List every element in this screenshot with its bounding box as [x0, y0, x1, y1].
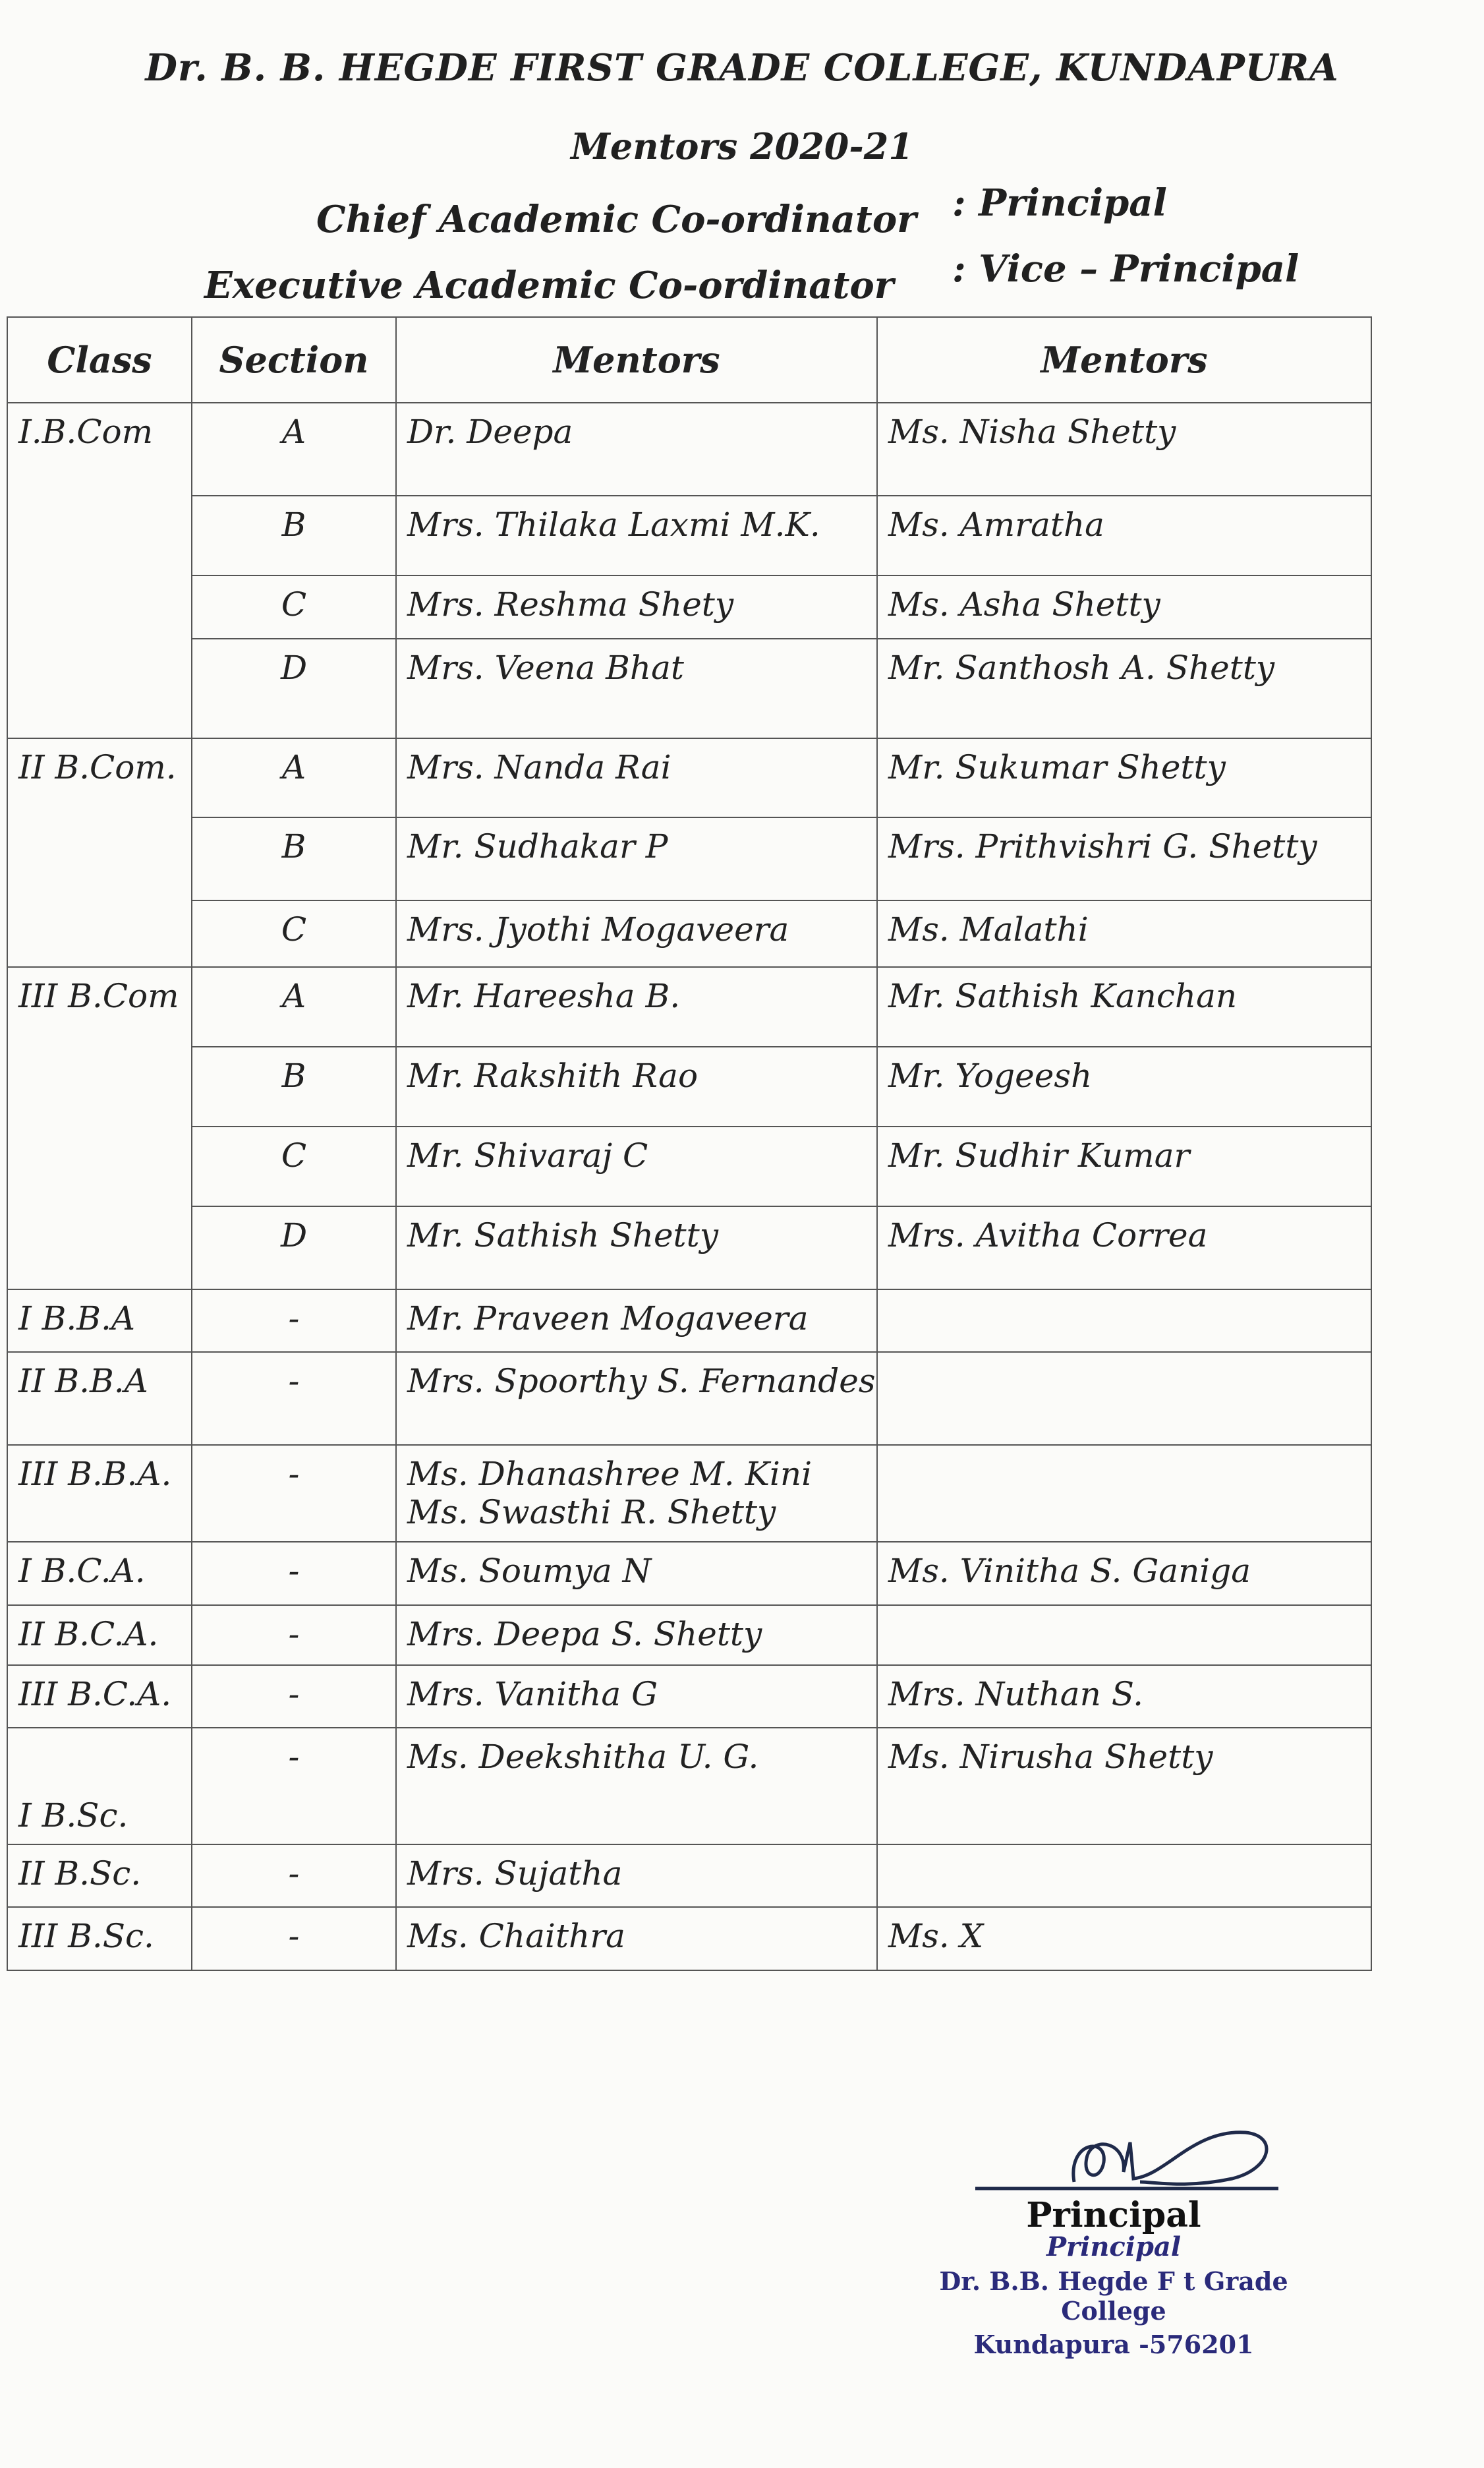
mentor-cell: [877, 1445, 1371, 1542]
section-cell: -: [192, 1728, 396, 1844]
table-row: [7, 1289, 1371, 1353]
header-mentors-1: Mentors: [396, 317, 877, 403]
table-row: [7, 817, 1371, 900]
college-title: Dr. B. B. HEGDE FIRST GRADE COLLEGE, KUNDAPURA: [145, 46, 1339, 90]
table-row: [7, 1352, 1371, 1445]
section-cell: -: [192, 1445, 396, 1542]
mentor-cell: Mrs. Veena Bhat: [396, 639, 877, 738]
section-cell: -: [192, 1665, 396, 1728]
table-row: [7, 900, 1371, 967]
header-class: Class: [7, 317, 192, 403]
principal-seal: [883, 2195, 1344, 2359]
table-row: [7, 1542, 1371, 1605]
table-row: [7, 967, 1371, 1047]
mentor-cell: Ms. Deekshitha U. G.: [396, 1728, 877, 1844]
section-cell: A: [192, 738, 396, 818]
mentors-table: [7, 316, 1372, 1971]
mentor-cell: Ms. Nirusha Shetty: [877, 1728, 1371, 1844]
table-row: [7, 403, 1371, 496]
class-cell: II B.Com.: [7, 738, 192, 967]
class-cell: II B.Sc.: [7, 1844, 192, 1908]
section-cell: -: [192, 1542, 396, 1605]
table-row: [7, 1127, 1371, 1206]
mentor-cell: [877, 1844, 1371, 1908]
mentor-cell: Mrs. Prithvishri G. Shetty: [877, 817, 1371, 900]
section-cell: -: [192, 1844, 396, 1908]
mentor-cell: Mr. Shivaraj C: [396, 1127, 877, 1206]
principal-title: Principal: [1026, 2195, 1201, 2235]
document-subtitle: Mentors 2020-21: [571, 125, 913, 167]
table-row: [7, 1206, 1371, 1289]
mentor-cell: Mr. Rakshith Rao: [396, 1047, 877, 1127]
section-cell: C: [192, 575, 396, 639]
table-row: [7, 738, 1371, 818]
mentor-cell: Mr. Hareesha B.: [396, 967, 877, 1047]
stamp-title: Principal: [1046, 2231, 1182, 2262]
class-cell: I B.Sc.: [7, 1728, 192, 1844]
table-row: [7, 496, 1371, 575]
mentor-cell: Mr. Sathish Shetty: [396, 1206, 877, 1289]
mentor-cell: Ms. Asha Shetty: [877, 575, 1371, 639]
class-cell: I B.C.A.: [7, 1542, 192, 1605]
section-cell: -: [192, 1352, 396, 1445]
mentor-cell: Mrs. Vanitha G: [396, 1665, 877, 1728]
class-cell: III B.Com: [7, 967, 192, 1289]
class-cell: III B.B.A.: [7, 1445, 192, 1542]
executive-coordinator-value: : Vice – Principal: [952, 247, 1299, 291]
mentor-cell: Ms. Malathi: [877, 900, 1371, 967]
mentor-cell: Mr. Yogeesh: [877, 1047, 1371, 1127]
table-header-row: [7, 317, 1371, 403]
chief-coordinator-label: Chief Academic Co-ordinator: [316, 198, 917, 241]
class-cell: II B.B.A: [7, 1352, 192, 1445]
mentor-cell: [877, 1289, 1371, 1353]
table-row: [7, 639, 1371, 738]
mentor-cell: Mr. Praveen Mogaveera: [396, 1289, 877, 1353]
table-row: [7, 1445, 1371, 1542]
section-cell: B: [192, 817, 396, 900]
mentor-cell: Ms. Amratha: [877, 496, 1371, 575]
stamp-place: Kundapura -576201: [973, 2330, 1254, 2359]
table-row: [7, 1047, 1371, 1127]
section-cell: D: [192, 1206, 396, 1289]
mentor-cell: Mr. Sathish Kanchan: [877, 967, 1371, 1047]
section-cell: B: [192, 1047, 396, 1127]
mentor-cell: Mrs. Deepa S. Shetty: [396, 1605, 877, 1665]
table-row: [7, 1907, 1371, 1970]
mentor-cell: Mr. Sukumar Shetty: [877, 738, 1371, 818]
section-cell: D: [192, 639, 396, 738]
mentor-cell: [877, 1605, 1371, 1665]
mentor-cell: [396, 1445, 877, 1542]
mentor-cell: Dr. Deepa: [396, 403, 877, 496]
section-cell: A: [192, 403, 396, 496]
section-cell: C: [192, 900, 396, 967]
principal-signature: [969, 2116, 1298, 2208]
mentor-cell: Mrs. Sujatha: [396, 1844, 877, 1908]
stamp-college: Dr. B.B. Hegde F t Grade College: [939, 2266, 1288, 2326]
table-row: [7, 1665, 1371, 1728]
mentor-cell: Ms. Vinitha S. Ganiga: [877, 1542, 1371, 1605]
mentor-cell: Mrs. Avitha Correa: [877, 1206, 1371, 1289]
mentor-cell: Ms. X: [877, 1907, 1371, 1970]
mentor-cell: Mrs. Reshma Shety: [396, 575, 877, 639]
class-cell: II B.C.A.: [7, 1605, 192, 1665]
mentor-cell: Ms. Nisha Shetty: [877, 403, 1371, 496]
mentor-cell: [877, 1352, 1371, 1445]
mentor-name: Ms. Swasthi R. Shetty: [407, 1493, 776, 1532]
header-mentors-2: Mentors: [877, 317, 1371, 403]
section-cell: -: [192, 1289, 396, 1353]
section-cell: -: [192, 1605, 396, 1665]
section-cell: B: [192, 496, 396, 575]
mentor-cell: Mr. Sudhir Kumar: [877, 1127, 1371, 1206]
mentor-cell: Mrs. Nuthan S.: [877, 1665, 1371, 1728]
section-cell: C: [192, 1127, 396, 1206]
table-row: [7, 1844, 1371, 1908]
mentor-cell: Mrs. Spoorthy S. Fernandes: [396, 1352, 877, 1445]
table-row: [7, 1605, 1371, 1665]
mentor-cell: Mr. Sudhakar P: [396, 817, 877, 900]
mentor-name: Ms. Dhanashree M. Kini: [407, 1455, 813, 1494]
mentor-cell: Mrs. Nanda Rai: [396, 738, 877, 818]
mentor-cell: Ms. Soumya N: [396, 1542, 877, 1605]
section-cell: -: [192, 1907, 396, 1970]
mentor-cell: Ms. Chaithra: [396, 1907, 877, 1970]
class-cell: III B.Sc.: [7, 1907, 192, 1970]
header-section: Section: [192, 317, 396, 403]
class-cell: I.B.Com: [7, 403, 192, 738]
executive-coordinator-label: Executive Academic Co-ordinator: [204, 264, 894, 307]
mentor-cell: Mrs. Thilaka Laxmi M.K.: [396, 496, 877, 575]
mentor-cell: Mr. Santhosh A. Shetty: [877, 639, 1371, 738]
table-row: [7, 575, 1371, 639]
table-row: [7, 1728, 1371, 1844]
mentor-cell: Mrs. Jyothi Mogaveera: [396, 900, 877, 967]
chief-coordinator-value: : Principal: [952, 181, 1167, 225]
class-cell: III B.C.A.: [7, 1665, 192, 1728]
section-cell: A: [192, 967, 396, 1047]
class-cell: I B.B.A: [7, 1289, 192, 1353]
